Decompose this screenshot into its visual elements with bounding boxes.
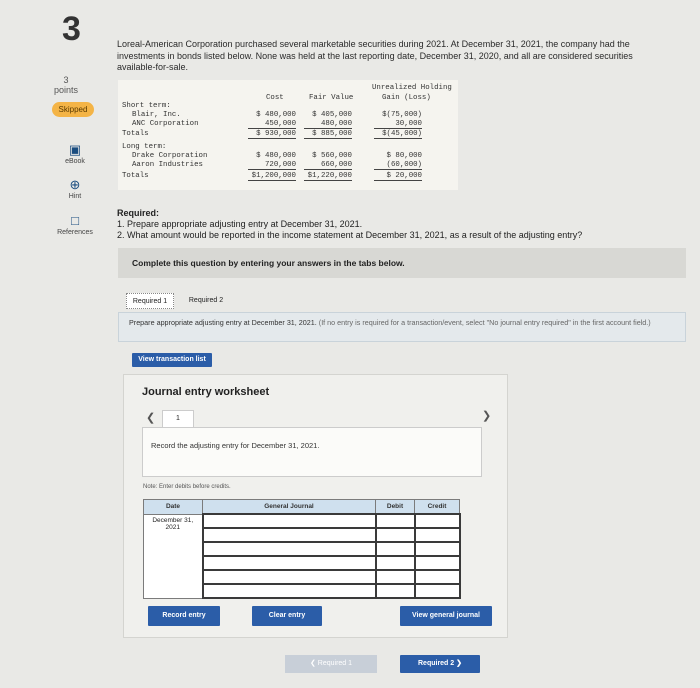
points-display: [48, 76, 84, 96]
security-name: Blair, Inc.: [132, 111, 181, 119]
total-fair: $ 885,000: [304, 130, 352, 139]
required-item-1: 1. Prepare appropriate adjusting entry at December 31, 2021.: [117, 219, 363, 229]
totals-label: Totals: [122, 172, 149, 180]
worksheet-page-tab[interactable]: 1: [162, 410, 194, 428]
date-line-1: December 31,: [152, 516, 194, 524]
record-instruction: Record the adjusting entry for December 31, 2021.: [142, 427, 482, 477]
credit-column-header: Credit: [415, 500, 460, 515]
tab-required-1[interactable]: Required 1: [126, 293, 174, 309]
account-input[interactable]: [203, 570, 376, 584]
references-label: References: [57, 229, 93, 236]
previous-required-label: Required 1: [317, 660, 353, 667]
fair-value: $ 405,000: [312, 111, 352, 119]
worksheet-title: Journal entry worksheet: [142, 386, 270, 398]
general-journal-column-header: General Journal: [203, 500, 376, 515]
short-term-label: Short term:: [122, 102, 171, 110]
next-required-button[interactable]: Required 2 ❯: [400, 655, 480, 673]
gain-value: $(75,000): [382, 111, 422, 119]
credit-input[interactable]: [415, 514, 460, 528]
security-name: Drake Corporation: [132, 152, 208, 160]
account-input[interactable]: [203, 528, 376, 542]
gain-value: $ 80,000: [386, 152, 422, 160]
col-header-unrealized-2: Gain (Loss): [382, 94, 431, 102]
security-name: ANC Corporation: [132, 120, 199, 128]
securities-table: [118, 80, 458, 190]
chevron-left-icon[interactable]: ❮: [146, 412, 156, 424]
credit-input[interactable]: [415, 528, 460, 542]
required-heading: Required:: [117, 208, 160, 218]
debit-column-header: Debit: [376, 500, 415, 515]
debit-input[interactable]: [376, 570, 415, 584]
credit-input[interactable]: [415, 570, 460, 584]
points-value: 3: [63, 75, 69, 85]
credit-input[interactable]: [415, 542, 460, 556]
col-header-unrealized-1: Unrealized Holding: [372, 84, 452, 92]
debit-input[interactable]: [376, 584, 415, 598]
account-input[interactable]: [203, 556, 376, 570]
col-header-cost: Cost: [266, 94, 284, 102]
hint-button[interactable]: [54, 178, 96, 200]
totals-label: Totals: [122, 130, 149, 138]
previous-required-button[interactable]: ❮ Required 1: [285, 655, 377, 673]
account-input[interactable]: [203, 514, 376, 528]
cost-value: 450,000: [248, 120, 296, 129]
chevron-right-icon[interactable]: ❯: [482, 410, 492, 422]
date-line-2: 2021: [165, 523, 180, 531]
debit-credit-note: Note: Enter debits before credits.: [143, 484, 231, 490]
total-cost: $ 930,000: [248, 130, 296, 139]
account-input[interactable]: [203, 584, 376, 598]
ebook-label: eBook: [65, 158, 85, 165]
view-general-journal-button[interactable]: View general journal: [400, 606, 492, 626]
gain-value: (60,000): [374, 161, 422, 170]
prepare-instruction: [118, 312, 686, 342]
debit-input[interactable]: [376, 556, 415, 570]
fair-value: 660,000: [304, 161, 352, 170]
date-column-header: Date: [144, 500, 203, 515]
date-cell: [144, 514, 203, 598]
clear-entry-button[interactable]: Clear entry: [252, 606, 322, 626]
cost-value: $ 480,000: [256, 152, 296, 160]
tab-required-2[interactable]: Required 2: [188, 297, 224, 304]
security-name: Aaron Industries: [132, 161, 203, 169]
required-item-2: 2. What amount would be reported in the income statement at December 31, 2021, as a result of the adjusting entry?: [117, 230, 583, 240]
required-section: [117, 208, 657, 241]
instruction-banner: Complete this question by entering your answers in the tabs below.: [118, 248, 686, 278]
prepare-note: (If no entry is required for a transaction/event, select "No journal entry required" in the first account field.): [318, 318, 651, 327]
credit-input[interactable]: [415, 556, 460, 570]
fair-value: 480,000: [304, 120, 352, 129]
cost-value: 720,000: [248, 161, 296, 170]
document-icon: □: [71, 213, 79, 228]
points-label: points: [53, 84, 79, 95]
next-required-label: Required 2: [418, 660, 455, 667]
total-gain: $ 20,000: [374, 172, 422, 181]
total-gain: $(45,000): [374, 130, 422, 139]
record-entry-button[interactable]: Record entry: [148, 606, 220, 626]
total-cost: $1,200,000: [248, 172, 296, 181]
journal-entry-table: [143, 499, 461, 599]
question-text: Loreal-American Corporation purchased several marketable securities during 2021. At December 31, 2021, the company had the investments in bonds listed below. None was held at the last reporting date, December 31, 2020, and all are considered securities available-for-sale.: [117, 39, 633, 72]
credit-input[interactable]: [415, 584, 460, 598]
prepare-text: Prepare appropriate adjusting entry at December 31, 2021.: [129, 318, 317, 327]
hint-label: Hint: [68, 193, 82, 200]
cost-value: $ 480,000: [256, 111, 296, 119]
long-term-label: Long term:: [122, 143, 167, 151]
lifebuoy-icon: ⊕: [69, 177, 81, 192]
fair-value: $ 560,000: [312, 152, 352, 160]
ebook-button[interactable]: [54, 143, 96, 165]
account-input[interactable]: [203, 542, 376, 556]
references-button[interactable]: [54, 214, 96, 236]
view-transaction-list-button[interactable]: View transaction list: [132, 353, 212, 367]
book-icon: ▣: [68, 142, 82, 157]
debit-input[interactable]: [376, 528, 415, 542]
question-number: 3: [62, 10, 81, 48]
col-header-fair-value: Fair Value: [309, 94, 354, 102]
status-badge: Skipped: [52, 102, 94, 117]
debit-input[interactable]: [376, 514, 415, 528]
total-fair: $1,220,000: [304, 172, 352, 181]
gain-value: 30,000: [374, 120, 422, 129]
debit-input[interactable]: [376, 542, 415, 556]
